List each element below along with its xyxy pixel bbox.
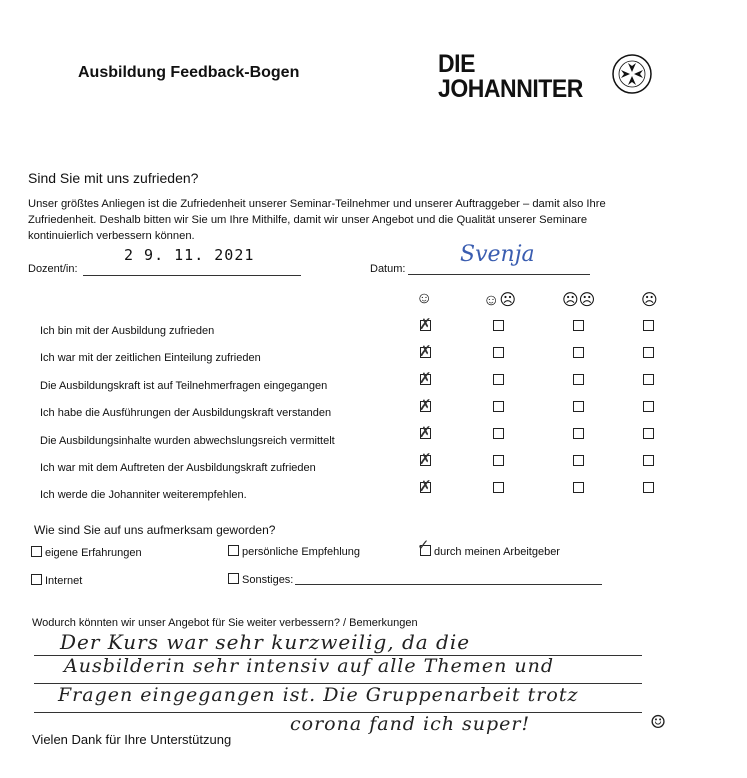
dozent-field-line[interactable] (83, 263, 301, 276)
rating-checkbox[interactable] (643, 401, 654, 412)
check-mark-icon: ✓ (417, 536, 430, 554)
question-7-label: Ich werde die Johanniter weiterempfehlen. (40, 489, 247, 501)
rating-checkbox[interactable] (493, 320, 504, 331)
johanniter-cross-emblem-icon (600, 52, 664, 116)
option-internet[interactable] (31, 574, 82, 587)
question-4-label: Ich habe die Ausführungen der Ausbildungskraft verstanden (40, 407, 332, 419)
check-mark-icon: ✗ (419, 369, 432, 387)
option-persoenliche-empfehlung[interactable] (228, 545, 360, 558)
survey-heading: Sind Sie mit uns zufrieden? (28, 170, 199, 186)
rating-checkbox[interactable] (573, 320, 584, 331)
check-mark-icon: ✗ (419, 477, 432, 495)
datum-handwritten-value: Svenja (460, 242, 535, 267)
rating-checkbox[interactable] (493, 455, 504, 466)
rating-checkbox[interactable] (493, 347, 504, 358)
check-mark-icon: ✗ (419, 342, 432, 360)
option-checkbox[interactable] (31, 546, 42, 557)
option-label: persönliche Empfehlung (242, 546, 361, 558)
comments-heading: Wodurch könnten wir unser Angebot für Sie weiter verbessern? / Bemerkungen (32, 617, 418, 629)
option-label: Sonstiges: (242, 574, 294, 586)
rating-checkbox[interactable] (643, 374, 654, 385)
thanks-text: Vielen Dank für Ihre Unterstützung (32, 732, 232, 747)
rating-checkbox[interactable] (643, 320, 654, 331)
datum-label: Datum: (370, 263, 406, 275)
johanniter-logo-text (438, 52, 583, 102)
rating-checkbox[interactable] (643, 455, 654, 466)
survey-intro-text: Unser größtes Anliegen ist die Zufriedenheit unserer Seminar-Teilnehmer und unserer Auftraggeber – damit also Ihre Zufriedenheit. Deshalb bitten wir Sie um Ihre Mithilfe, damit wir unser Angebot und die Qualität unserer Seminare kontinuierlich verbessern können. (28, 198, 606, 242)
check-mark-icon: ✗ (419, 423, 432, 441)
logo-line-1: DIE (438, 50, 475, 78)
rating-checkbox[interactable] (573, 374, 584, 385)
happy-neutral-face-icon: ☺☹ (483, 292, 517, 309)
comment-handwriting-line-1: Der Kurs war sehr kurzweilig, da die (60, 630, 471, 654)
rating-checkbox[interactable] (573, 482, 584, 493)
rating-checkbox[interactable] (643, 428, 654, 439)
comment-handwriting-line-4: corona fand ich super! (290, 713, 531, 735)
question-5-label: Die Ausbildungsinhalte wurden abwechslungsreich vermittelt (40, 435, 335, 447)
dozent-label: Dozent/in: (28, 263, 78, 275)
smiley-doodle-icon: ☺ (650, 712, 668, 733)
option-checkbox[interactable] (228, 573, 239, 584)
source-heading: Wie sind Sie auf uns aufmerksam geworden? (34, 523, 276, 537)
option-checkbox[interactable] (228, 545, 239, 556)
rating-checkbox[interactable] (493, 482, 504, 493)
rating-checkbox[interactable] (493, 401, 504, 412)
rating-checkbox[interactable] (573, 428, 584, 439)
check-mark-icon: ✗ (419, 396, 432, 414)
option-checkbox[interactable] (31, 574, 42, 585)
question-2-label: Ich war mit der zeitlichen Einteilung zufrieden (40, 352, 261, 364)
rating-checkbox[interactable] (493, 374, 504, 385)
question-6-label: Ich war mit dem Auftreten der Ausbildungskraft zufrieden (40, 462, 316, 474)
option-sonstiges[interactable] (228, 573, 293, 586)
dozent-handwritten-value: 2 9. 11. 2021 (124, 246, 255, 264)
option-label: Internet (45, 575, 83, 587)
question-1-label: Ich bin mit der Ausbildung zufrieden (40, 325, 215, 337)
very-happy-face-icon: ☺ (416, 290, 433, 307)
question-3-label: Die Ausbildungskraft ist auf Teilnehmerfragen eingegangen (40, 380, 328, 392)
option-label: durch meinen Arbeitgeber (434, 546, 560, 558)
comment-handwriting-line-2: Ausbilderin sehr intensiv auf alle Themen und (64, 655, 554, 677)
sad-face-icon: ☹ (641, 292, 658, 309)
rating-checkbox[interactable] (643, 482, 654, 493)
rating-checkbox[interactable] (643, 347, 654, 358)
logo-line-2: JOHANNITER (438, 75, 583, 103)
option-arbeitgeber[interactable] (420, 545, 560, 558)
rating-checkbox[interactable] (493, 428, 504, 439)
comment-handwriting-line-3: Fragen eingegangen ist. Die Gruppenarbeit trotz (58, 684, 579, 706)
sonstiges-field-line[interactable] (295, 572, 602, 585)
rating-checkbox[interactable] (573, 455, 584, 466)
check-mark-icon: ✗ (419, 315, 432, 333)
option-eigene-erfahrungen[interactable] (31, 546, 142, 559)
rating-checkbox[interactable] (573, 347, 584, 358)
option-label: eigene Erfahrungen (45, 547, 142, 559)
check-mark-icon: ✗ (419, 450, 432, 468)
sad-neutral-face-icon: ☹☹ (562, 292, 596, 309)
form-title: Ausbildung Feedback-Bogen (78, 64, 300, 81)
rating-checkbox[interactable] (573, 401, 584, 412)
